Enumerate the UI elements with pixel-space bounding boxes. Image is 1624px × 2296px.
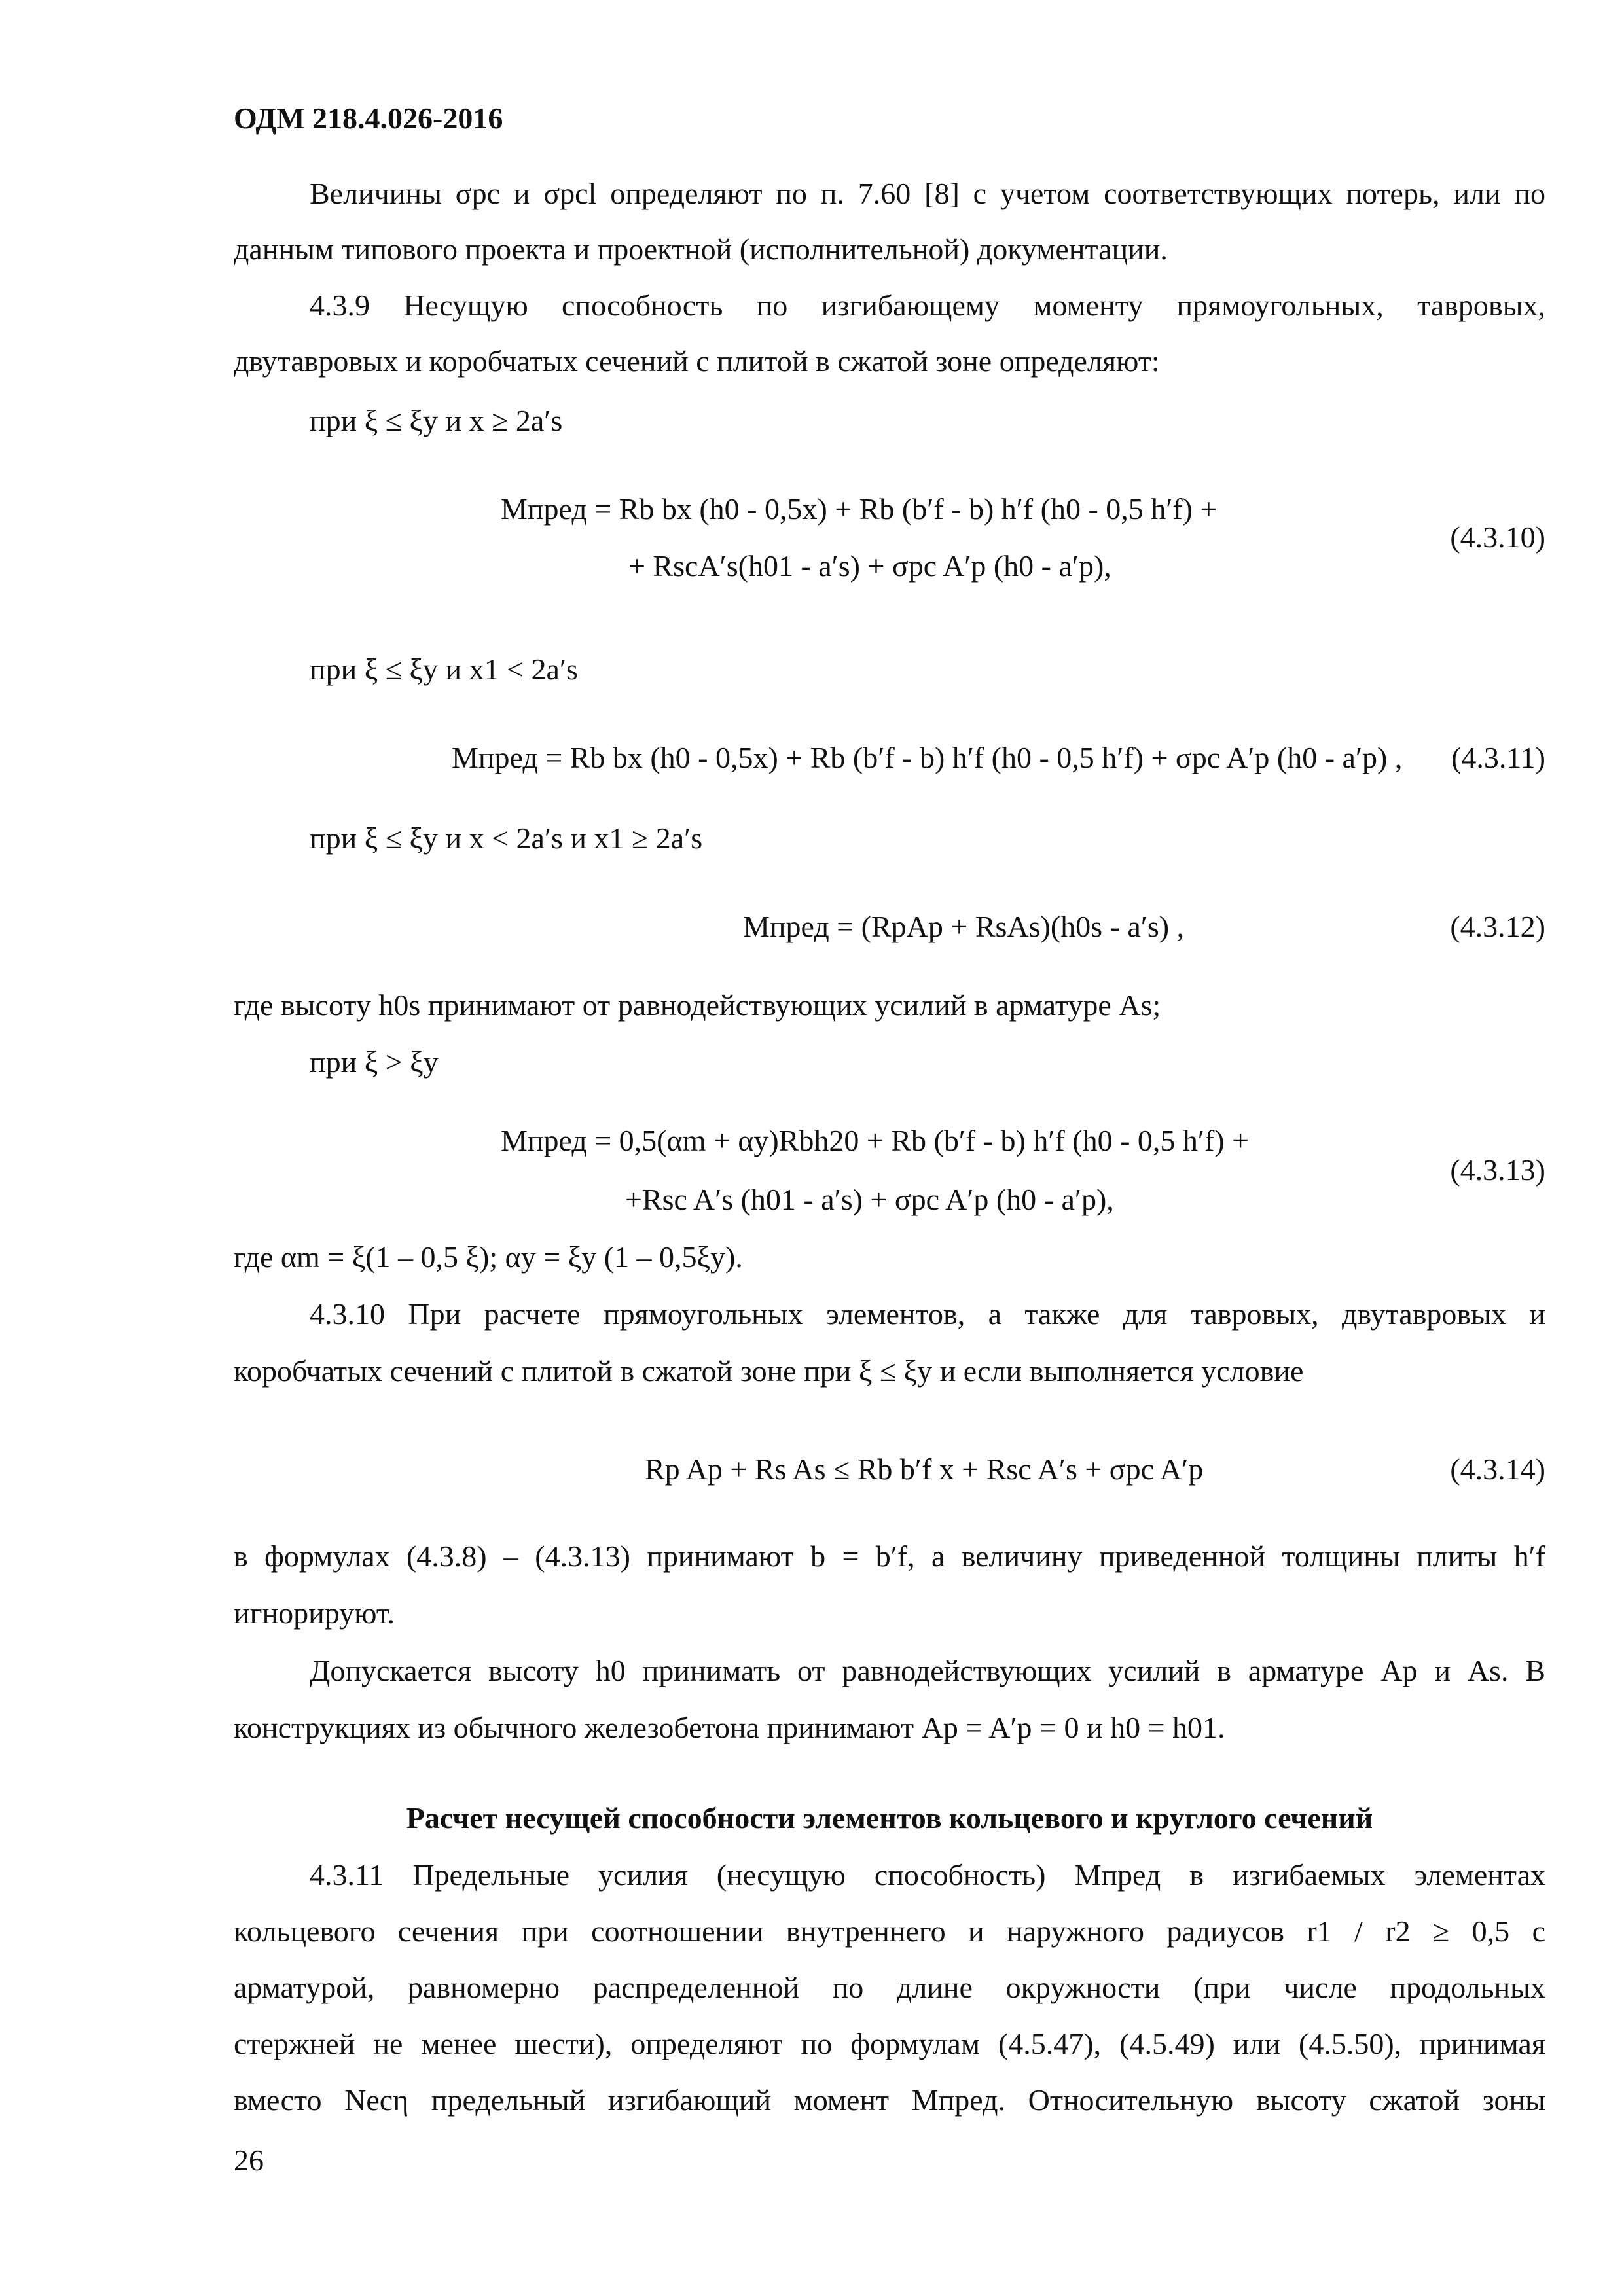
paragraph-line: данным типового проекта и проектной (исполнительной) документации. (234, 232, 1168, 266)
equation-line: + RscA′s(h01 - a′s) + σpc A′p (h0 - a′p), (628, 549, 1111, 583)
paragraph-line: кольцевого сечения при соотношении внутреннего и наружного радиусов r1 / r2 ≥ 0,5 с (234, 1914, 1545, 1948)
paragraph-line: где высоту h0s принимают от равнодействующих усилий в арматуре As; (234, 988, 1161, 1022)
document-code: ОДМ 218.4.026-2016 (234, 101, 503, 135)
paragraph-line: двутавровых и коробчатых сечений с плитой в сжатой зоне определяют: (234, 344, 1160, 378)
equation-number: (4.3.12) (1450, 910, 1545, 943)
paragraph-line: 4.3.10 При расчете прямоугольных элементов, а также для тавровых, двутавровых и (310, 1297, 1545, 1331)
equation-number: (4.3.13) (1450, 1153, 1545, 1187)
paragraph-line: конструкциях из обычного железобетона принимают Ap = A′p = 0 и h0 = h01. (234, 1711, 1225, 1744)
paragraph-line: вместо Necη предельный изгибающий момент Mпред. Относительную высоту сжатой зоны (234, 2083, 1545, 2117)
section-heading: Расчет несущей способности элементов кольцевого и круглого сечений (406, 1801, 1373, 1835)
equation-number: (4.3.10) (1450, 520, 1545, 554)
condition-line: при ξ ≤ ξy и x ≥ 2a′s (310, 404, 563, 437)
equation-number: (4.3.14) (1450, 1452, 1545, 1486)
equation-line: Mпред = (RpAp + RsAs)(h0s - a′s) , (743, 910, 1185, 943)
paragraph-line: стержней не менее шести), определяют по формулам (4.5.47), (4.5.49) или (4.5.50), принимая (234, 2027, 1545, 2060)
page-number: 26 (234, 2144, 264, 2177)
paragraph-line: где αm = ξ(1 – 0,5 ξ); αy = ξy (1 – 0,5ξy). (234, 1240, 743, 1274)
paragraph-line: коробчатых сечений с плитой в сжатой зоне при ξ ≤ ξy и если выполняется условие (234, 1354, 1304, 1388)
equation-line: Mпред = 0,5(αm + αy)Rbh20 + Rb (b′f - b) h′f (h0 - 0,5 h′f) + (501, 1124, 1250, 1157)
equation-line: +Rsc A′s (h01 - a′s) + σpc A′p (h0 - a′p), (625, 1183, 1114, 1216)
paragraph-line: 4.3.9 Несущую способность по изгибающему моменту прямоугольных, тавровых, (310, 289, 1545, 322)
paragraph-line: игнорируют. (234, 1596, 395, 1630)
equation-line: Mпред = Rb bx (h0 - 0,5x) + Rb (b′f - b) h′f (h0 - 0,5 h′f) + (501, 492, 1218, 526)
paragraph-line: в формулах (4.3.8) – (4.3.13) принимают b = b′f, а величину приведенной толщины плиты h′f (234, 1539, 1545, 1573)
paragraph-line: Допускается высоту h0 принимать от равнодействующих усилий в арматуре Ap и As. В (310, 1654, 1545, 1687)
equation-number: (4.3.11) (1451, 741, 1545, 774)
paragraph-line: арматурой, равномерно распределенной по длине окружности (при числе продольных (234, 1971, 1545, 2004)
condition-line: при ξ ≤ ξy и x1 < 2a′s (310, 653, 578, 686)
equation-line: Mпред = Rb bx (h0 - 0,5x) + Rb (b′f - b) h′f (h0 - 0,5 h′f) + σpc A′p (h0 - a′p) , (452, 741, 1403, 774)
equation-line: Rp Ap + Rs As ≤ Rb b′f x + Rsc A′s + σpc A′p (645, 1452, 1204, 1486)
condition-line: при ξ > ξy (310, 1045, 439, 1079)
condition-line: при ξ ≤ ξy и x < 2a′s и x1 ≥ 2a′s (310, 821, 703, 855)
paragraph-line: 4.3.11 Предельные усилия (несущую способность) Mпред в изгибаемых элементах (310, 1858, 1545, 1892)
paragraph-line: Величины σpc и σpcl определяют по п. 7.60 [8] с учетом соответствующих потерь, или по (310, 177, 1545, 210)
